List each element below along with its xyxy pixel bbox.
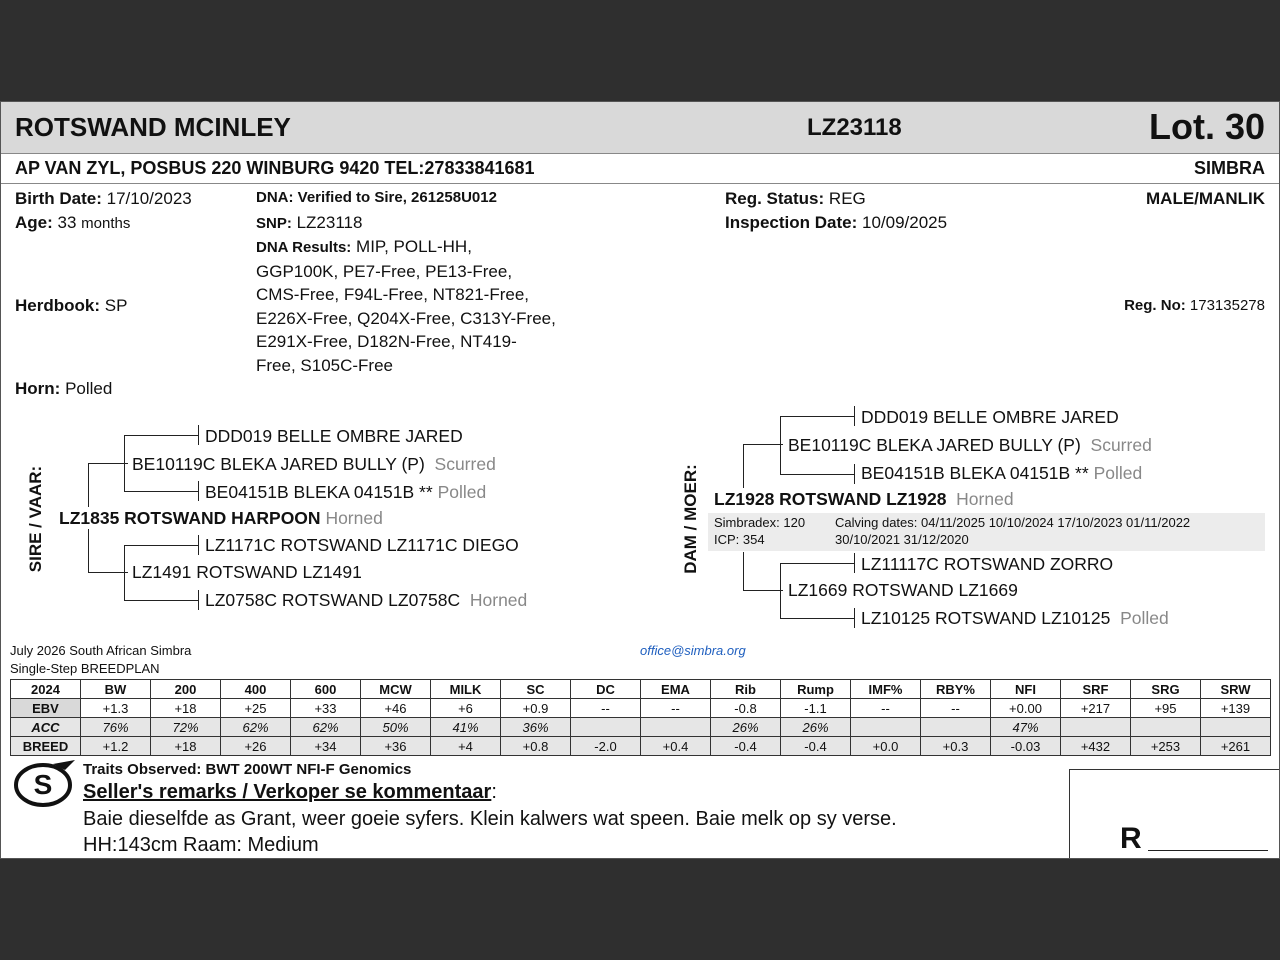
lot-number: Lot. 30 [1148, 106, 1265, 147]
table-cell: BW [81, 680, 151, 699]
table-cell: +34 [291, 737, 361, 756]
table-cell: 36% [501, 718, 571, 737]
header-bar [1, 102, 1279, 154]
table-cell: +26 [221, 737, 291, 756]
ancestor-horn: Polled [1120, 608, 1169, 628]
dam-sire-sire [861, 407, 1119, 428]
ancestor-name: LZ1171C ROTSWAND LZ1171C DIEGO [205, 535, 519, 555]
reg-status-label: Reg. Status: [725, 189, 825, 208]
table-cell: SC [501, 680, 571, 699]
inspection-value: 10/09/2025 [861, 213, 948, 232]
registration-code: LZ23118 [807, 114, 902, 141]
ebv-header-row [11, 680, 1271, 699]
email-link[interactable]: office@simbra.org [640, 643, 746, 658]
ancestor-name: LZ10125 ROTSWAND LZ10125 [861, 608, 1111, 628]
row-label: ACC [11, 718, 81, 737]
table-cell [641, 718, 711, 737]
ebv-source-line2: Single-Step BREEDPLAN [10, 661, 160, 676]
owner-bar [1, 154, 1279, 184]
birth-date-value: 17/10/2023 [106, 189, 192, 208]
table-cell [921, 718, 991, 737]
ancestor-name: BE10119C BLEKA JARED BULLY (P) [788, 435, 1081, 455]
dam-label: DAM / MOER: [681, 464, 700, 574]
reg-status [725, 189, 866, 209]
ancestor-name: BE04151B BLEKA 04151B ** [861, 463, 1089, 483]
herdbook-label: Herdbook: [15, 296, 100, 315]
table-cell: NFI [991, 680, 1061, 699]
snp-value: LZ23118 [296, 213, 363, 232]
table-cell: +139 [1201, 699, 1271, 718]
remarks-line-1: Baie dieselfde as Grant, weer goeie syfers. Klein kalwers wat speen. Baie melk op sy verse. [83, 808, 897, 830]
table-cell: +6 [431, 699, 501, 718]
icp: ICP: 354 [714, 532, 765, 547]
dna-results-label: DNA Results: [256, 239, 352, 256]
birth-date-label: Birth Date: [15, 189, 102, 208]
ancestor-horn: Scurred [434, 454, 496, 474]
price-box[interactable] [1069, 769, 1280, 859]
dam-sire [788, 435, 1152, 456]
table-cell: +95 [1131, 699, 1201, 718]
table-cell: IMF% [851, 680, 921, 699]
ancestor-name: LZ11117C ROTSWAND ZORRO [861, 554, 1114, 574]
herdbook-value: SP [104, 296, 128, 315]
dam-sire-dam [861, 463, 1142, 484]
price-line [1148, 850, 1268, 851]
herdbook [15, 296, 127, 316]
table-cell: SRG [1131, 680, 1201, 699]
dam-horn: Horned [956, 489, 1014, 509]
table-cell: +0.8 [501, 737, 571, 756]
table-cell: +217 [1061, 699, 1131, 718]
remarks-line-2: HH:143cm Raam: Medium [83, 834, 319, 856]
table-cell: +432 [1061, 737, 1131, 756]
simbra-logo [13, 758, 77, 810]
sire-label: SIRE / VAAR: [26, 465, 45, 573]
simbradex: Simbradex: 120 [714, 515, 806, 530]
acc-row [11, 718, 1271, 737]
table-cell: -0.03 [991, 737, 1061, 756]
price-label: R [1120, 822, 1142, 855]
lot-card [0, 101, 1280, 859]
horn-value: Polled [65, 379, 113, 398]
table-cell: 41% [431, 718, 501, 737]
ancestor-horn: Scurred [1090, 435, 1152, 455]
table-cell: Rump [781, 680, 851, 699]
table-cell: +261 [1201, 737, 1271, 756]
sire-dam-sire [205, 535, 519, 556]
table-cell: -- [641, 699, 711, 718]
table-cell: +0.4 [641, 737, 711, 756]
breed-row [11, 737, 1271, 756]
table-cell [571, 718, 641, 737]
age-unit: months [81, 215, 131, 232]
remarks-colon: : [491, 781, 497, 803]
table-cell: -0.8 [711, 699, 781, 718]
ancestor-horn: Horned [469, 590, 528, 610]
traits-observed: Traits Observed: BWT 200WT NFI-F Genomics [83, 761, 412, 778]
table-cell: Rib [711, 680, 781, 699]
ancestor-name: DDD019 BELLE OMBRE JARED [861, 407, 1119, 427]
table-cell: 50% [361, 718, 431, 737]
table-cell: -0.4 [781, 737, 851, 756]
reg-status-value: REG [828, 189, 866, 208]
reg-no-value: 173135278 [1189, 297, 1265, 314]
table-cell: +0.9 [501, 699, 571, 718]
inspection-date [725, 213, 947, 233]
table-cell: +33 [291, 699, 361, 718]
table-cell [1131, 718, 1201, 737]
table-cell: +0.00 [991, 699, 1061, 718]
table-cell: 200 [151, 680, 221, 699]
table-cell: 400 [221, 680, 291, 699]
calving-dates-line1: Calving dates: 04/11/2025 10/10/2024 17/10/2023 01/11/2022 [835, 515, 1191, 530]
table-cell: 26% [781, 718, 851, 737]
inspection-label: Inspection Date: [725, 213, 858, 232]
dam-dam-sire [861, 554, 1113, 575]
table-cell [1201, 718, 1271, 737]
table-cell: -- [851, 699, 921, 718]
table-cell: MCW [361, 680, 431, 699]
age-label: Age: [15, 213, 53, 232]
table-cell: -- [921, 699, 991, 718]
table-cell: +18 [151, 737, 221, 756]
sire-name-text: LZ1835 ROTSWAND HARPOON [59, 508, 321, 528]
table-cell: 600 [291, 680, 361, 699]
table-cell: 76% [81, 718, 151, 737]
remarks-title: Seller's remarks / Verkoper se kommentaar [83, 781, 492, 803]
dam-name [714, 489, 1014, 510]
ancestor-name: DDD019 BELLE OMBRE JARED [205, 426, 463, 446]
age-value: 33 [57, 213, 77, 232]
table-cell: DC [571, 680, 641, 699]
seller-remarks-heading [83, 781, 497, 804]
dam-info-box [708, 513, 1265, 551]
reg-number [1124, 297, 1265, 314]
table-cell: SRW [1201, 680, 1271, 699]
birth-date [15, 189, 192, 209]
dam-name-text: LZ1928 ROTSWAND LZ1928 [714, 489, 947, 509]
table-cell: EMA [641, 680, 711, 699]
horn-label: Horn: [15, 379, 61, 398]
calving-dates-line2: 30/10/2021 31/12/2020 [835, 532, 969, 547]
logo-letter: S [33, 769, 53, 800]
breed-label: SIMBRA [1194, 158, 1265, 178]
ebv-table [10, 679, 1271, 756]
table-cell: 72% [151, 718, 221, 737]
dna-results-value: MIP, POLL-HH, GGP100K, PE7-Free, PE13-Free, CMS-Free, F94L-Free, NT821-Free, E226X-Free, Q204X-Free, C313Y-Free, E291X-Free, D182N-Free, NT419-Free, S105C-Free [256, 237, 556, 375]
table-cell: +18 [151, 699, 221, 718]
ancestor-name: BE04151B BLEKA 04151B ** [205, 482, 433, 502]
table-cell: +25 [221, 699, 291, 718]
sire-sire [132, 454, 496, 475]
owner-info: AP VAN ZYL, POSBUS 220 WINBURG 9420 TEL:27833841681 [15, 158, 535, 178]
table-cell [851, 718, 921, 737]
reg-no-label: Reg. No: [1124, 297, 1186, 314]
table-cell: -- [571, 699, 641, 718]
snp [256, 213, 362, 233]
table-cell: -1.1 [781, 699, 851, 718]
table-cell: 47% [991, 718, 1061, 737]
table-cell: +0.0 [851, 737, 921, 756]
snp-label: SNP: [256, 215, 292, 232]
table-cell: +1.2 [81, 737, 151, 756]
age [15, 213, 130, 233]
animal-name: ROTSWAND MCINLEY [15, 112, 291, 142]
ancestor-name: LZ1669 ROTSWAND LZ1669 [788, 580, 1018, 600]
sire-name [59, 508, 383, 529]
table-cell: MILK [431, 680, 501, 699]
table-cell: +1.3 [81, 699, 151, 718]
dna-results [256, 235, 556, 378]
table-cell: +253 [1131, 737, 1201, 756]
table-cell: SRF [1061, 680, 1131, 699]
dna-verified: DNA: Verified to Sire, 261258U012 [256, 189, 497, 206]
ebv-row [11, 699, 1271, 718]
table-cell: 62% [221, 718, 291, 737]
ancestor-name: LZ0758C ROTSWAND LZ0758C [205, 590, 461, 610]
ancestor-horn: Polled [1093, 463, 1143, 483]
sire-dam-dam [205, 590, 527, 611]
dam-dam [788, 580, 1018, 601]
ebv-source-line1: July 2026 South African Simbra [10, 643, 192, 658]
table-cell [1061, 718, 1131, 737]
table-cell: 26% [711, 718, 781, 737]
horn-status [15, 379, 112, 399]
table-cell: +0.3 [921, 737, 991, 756]
table-cell: 62% [291, 718, 361, 737]
table-cell: RBY% [921, 680, 991, 699]
dam-dam-dam [861, 608, 1169, 629]
ancestor-name: LZ1491 ROTSWAND LZ1491 [132, 562, 362, 582]
table-cell: +4 [431, 737, 501, 756]
table-cell: +46 [361, 699, 431, 718]
ancestor-name: BE10119C BLEKA JARED BULLY (P) [132, 454, 425, 474]
sire-dam [132, 562, 362, 583]
sire-sire-dam [205, 482, 486, 503]
table-cell: +36 [361, 737, 431, 756]
ancestor-horn: Polled [437, 482, 487, 502]
row-label: 2024 [11, 680, 81, 699]
row-label: BREED [11, 737, 81, 756]
sire-sire-sire [205, 426, 463, 447]
table-cell: -2.0 [571, 737, 641, 756]
sex: MALE/MANLIK [1146, 189, 1265, 208]
table-cell: -0.4 [711, 737, 781, 756]
row-label: EBV [11, 699, 81, 718]
sire-horn: Horned [325, 508, 383, 528]
